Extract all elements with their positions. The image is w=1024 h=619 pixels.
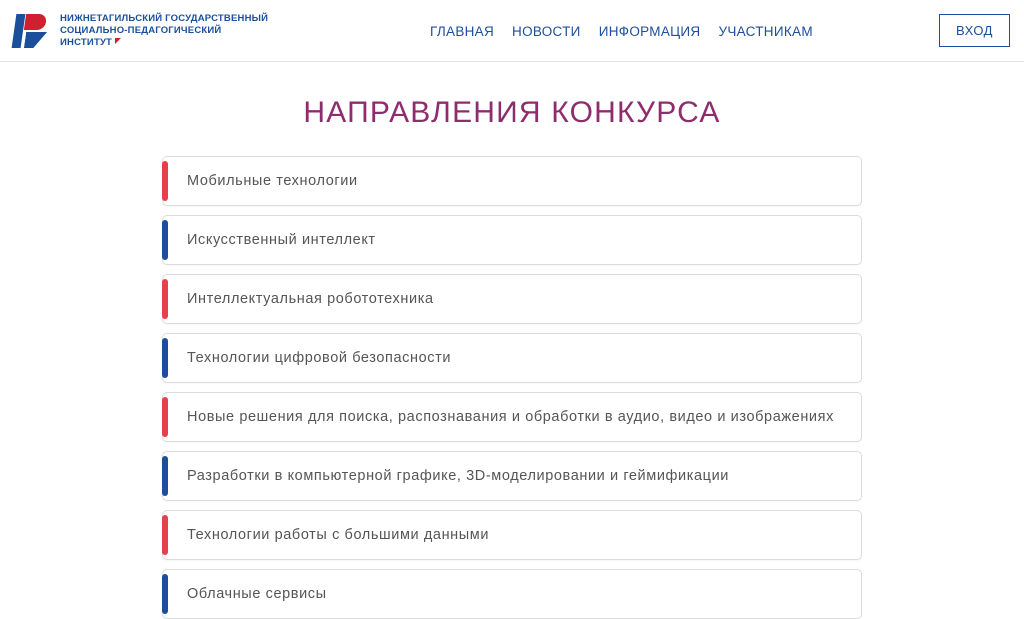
institute-logo-icon: [12, 10, 52, 52]
logo-text: [60, 13, 268, 49]
logo-accent-icon: [115, 38, 121, 44]
item-marker-icon: [162, 456, 168, 496]
list-item-label: Мобильные технологии: [187, 173, 358, 189]
list-item[interactable]: [162, 274, 862, 324]
item-marker-icon: [162, 279, 168, 319]
nav-item-home[interactable]: ГЛАВНАЯ: [430, 24, 495, 39]
list-item-label: Технологии цифровой безопасности: [187, 350, 452, 366]
page-title: НАПРАВЛЕНИЯ КОНКУРСА: [303, 96, 721, 129]
directions-list: [162, 156, 862, 619]
list-item-label: Искусственный интеллект: [187, 232, 376, 248]
item-marker-icon: [162, 397, 168, 437]
login-button[interactable]: ВХОД: [939, 14, 1010, 47]
nav-item-news[interactable]: НОВОСТИ: [512, 24, 581, 39]
list-item[interactable]: [162, 333, 862, 383]
site-header: [0, 0, 1024, 62]
item-marker-icon: [162, 574, 168, 614]
list-item[interactable]: [162, 510, 862, 560]
logo-line-2: СОЦИАЛЬНО-ПЕДАГОГИЧЕСКИЙ: [60, 24, 222, 36]
list-item-label: Разработки в компьютерной графике, 3D-моделировании и геймификации: [187, 468, 729, 484]
list-item-label: Новые решения для поиска, распознавания и обработки в аудио, видео и изображениях: [187, 409, 834, 425]
list-item[interactable]: [162, 569, 862, 619]
nav-item-information[interactable]: ИНФОРМАЦИЯ: [598, 24, 701, 39]
main-navigation: [430, 24, 813, 39]
logo-line-3: ИНСТИТУТ: [60, 36, 113, 48]
list-item[interactable]: [162, 392, 862, 442]
list-item[interactable]: [162, 451, 862, 501]
nav-item-participants[interactable]: УЧАСТНИКАМ: [718, 24, 813, 39]
item-marker-icon: [162, 220, 168, 260]
item-marker-icon: [162, 338, 168, 378]
list-item-label: Облачные сервисы: [187, 586, 327, 602]
item-marker-icon: [162, 515, 168, 555]
list-item[interactable]: [162, 156, 862, 206]
list-item-label: Технологии работы с большими данными: [187, 527, 490, 543]
site-logo[interactable]: [12, 10, 302, 52]
list-item-label: Интеллектуальная робототехника: [187, 291, 434, 307]
list-item[interactable]: [162, 215, 862, 265]
item-marker-icon: [162, 161, 168, 201]
logo-line-1: НИЖНЕТАГИЛЬСКИЙ ГОСУДАРСТВЕННЫЙ: [60, 12, 269, 24]
